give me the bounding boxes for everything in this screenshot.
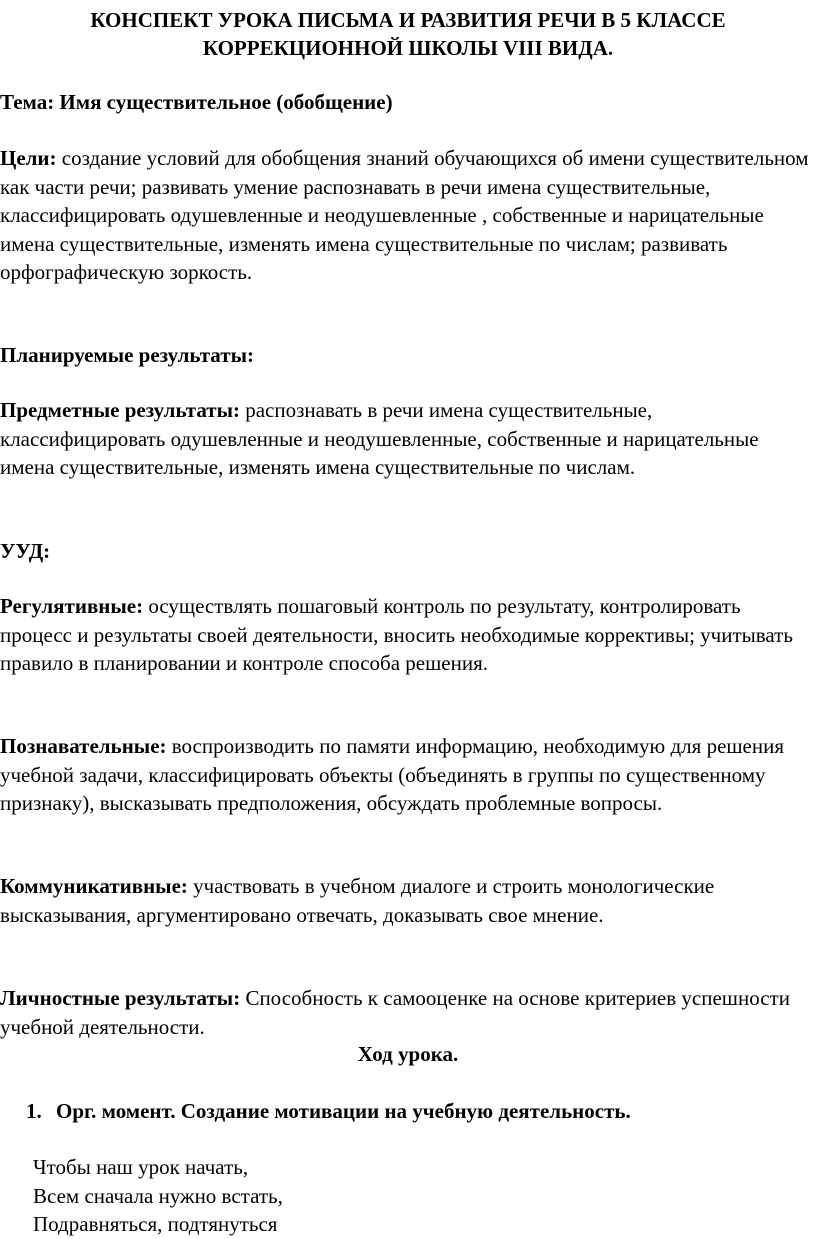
regulatory-paragraph [0, 592, 812, 678]
communicative-text: участвовать в учебном диалоге и строить монологические высказывания, аргументировано отвечать, доказывать свое мнение. [0, 874, 715, 927]
title-line-1: КОНСПЕКТ УРОКА ПИСЬМА И РАЗВИТИЯ РЕЧИ В 5 КЛАССЕ [90, 8, 726, 32]
document-title [0, 6, 816, 62]
subject-results-text: распознавать в речи имена существительные, классифицировать одушевленные и неодушевленные, собственные и нарицательные имена существительные, изменять имена существительные по числам. [0, 398, 759, 479]
cognitive-paragraph [0, 732, 812, 818]
uud-heading: УУД: [0, 539, 51, 563]
regulatory-label: Регулятивные: [0, 594, 144, 618]
lesson-step-1 [26, 1097, 806, 1125]
lesson-topic: Тема: Имя существительное (обобщение) [0, 90, 393, 114]
cognitive-text: воспроизводить по памяти информацию, необходимую для решения учебной задачи, классифицировать объекты (объединять в группы по существенному признаку), высказывать предположения, обсуждать проблемные вопросы. [0, 734, 785, 815]
goals-text: создание условий для обобщения знаний обучающихся об имени существительном как части речи; развивать умение распознавать в речи имена существительные, классифицировать одушевленные и неодушевленные , собственные и нарицательные имена существительные, изменять имена существительные по числам; развивать орфографическую зоркость. [0, 146, 809, 284]
personal-results-text: Способность к самооценке на основе критериев успешности учебной деятельности. [0, 986, 790, 1039]
planned-results-heading: Планируемые результаты: [0, 343, 254, 367]
lesson-step-1-text: Орг. момент. Создание мотивации на учебную деятельность. [56, 1099, 631, 1123]
title-line-2: КОРРЕКЦИОННОЙ ШКОЛЫ VIII ВИДА. [202, 36, 614, 60]
subject-results-paragraph [0, 396, 812, 482]
lesson-progress-heading: Ход урока. [357, 1042, 459, 1066]
poem-line: Чтобы наш урок начать, [33, 1155, 249, 1179]
cognitive-label: Познавательные: [0, 734, 167, 758]
goals-paragraph [0, 144, 812, 287]
communicative-paragraph [0, 872, 812, 929]
goals-label: Цели: [0, 146, 57, 170]
poem-line: Всем сначала нужно встать, [33, 1183, 283, 1208]
lesson-step-1-number: 1. [26, 1099, 42, 1123]
poem [33, 1153, 733, 1239]
communicative-label: Коммуникативные: [0, 874, 188, 898]
personal-results-label: Личностные результаты: [0, 986, 241, 1010]
personal-results-paragraph [0, 984, 812, 1041]
poem-line: Подравняться, подтянуться [33, 1212, 278, 1236]
regulatory-text: осуществлять пошаговый контроль по результату, контролировать процесс и результаты своей деятельности, вносить необходимые коррективы; учитывать правило в планировании и контроле способа решения. [0, 594, 793, 675]
subject-results-label: Предметные результаты: [0, 398, 240, 422]
